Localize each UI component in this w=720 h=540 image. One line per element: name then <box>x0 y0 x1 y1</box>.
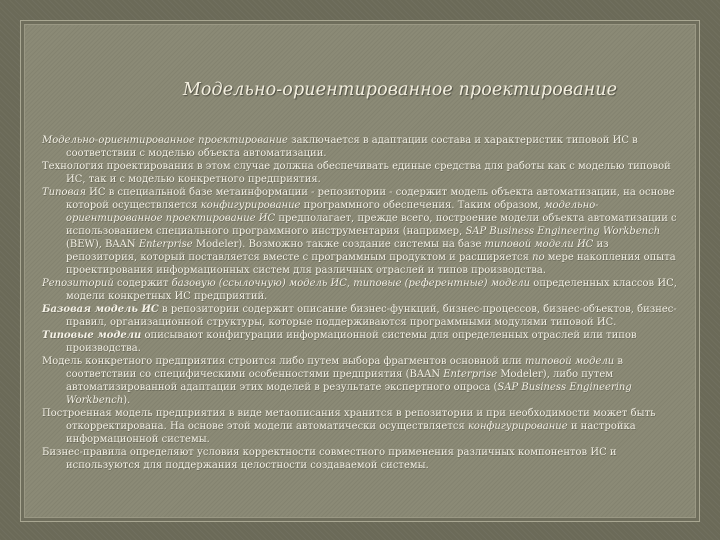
emphasis-text: конфигурирование <box>467 421 568 432</box>
body-text: определенных классов ИС, модели конкретных ИС предприятий. <box>66 278 677 302</box>
emphasis-text: типовой модели ИС <box>484 239 594 250</box>
paragraph <box>42 277 682 303</box>
paragraph <box>42 134 682 160</box>
body-text: и настройка информационной системы. <box>66 421 636 445</box>
body-text: заключается в адаптации состава и характеристик типовой ИС в соответствии с моделью объекта автоматизации. <box>66 135 638 159</box>
emphasis-text: базовую (ссылочную) модель ИС, типовые (референтные) модели <box>171 278 531 289</box>
emphasis-text: Типовые модели <box>42 330 142 341</box>
paragraph <box>42 329 682 355</box>
paragraph <box>42 355 682 407</box>
emphasis-text: конфигурирование <box>200 200 301 211</box>
emphasis-text: SAP Business Engineering Workbench <box>465 226 661 237</box>
emphasis-text: модельно-ориентированное проектирование ИС <box>66 200 599 224</box>
body-text: в репозитории содержит описание бизнес-функций, бизнес-процессов, бизнес-объектов, бизнес-правил, организационной структуры, которые поддерживаются программными модулями типовой ИС. <box>66 304 677 328</box>
body-text: Технология проектирования в этом случае должна обеспечивать единые средства для работы как с моделью типовой ИС, так и с моделью конкретного предприятия. <box>42 161 671 185</box>
emphasis-text: типовой модели <box>525 356 615 367</box>
emphasis-text: Типовая <box>42 187 86 198</box>
paragraph <box>42 303 682 329</box>
body-text: программного обеспечения. Таким образом, <box>300 200 545 211</box>
body-text: (BEW), BAAN <box>66 239 139 250</box>
emphasis-text: Репозиторий <box>42 278 114 289</box>
slide-title: Модельно-ориентированное проектирование <box>182 80 618 100</box>
body-text: Модель конкретного предприятия строится либо путем выбора фрагментов основной или <box>42 356 526 367</box>
body-text: в соответствии со специфическими особенностями предприятия (BAAN <box>66 356 624 380</box>
emphasis-text: по <box>532 252 545 263</box>
body-text: ИС в специальной базе метаинформации - репозитории - содержит модель объекта автоматизации, на основе которой осуществляется <box>66 187 675 211</box>
body-text: Построенная модель предприятия в виде метаописания хранится в репозитории и при необходимости может быть откорректирована. На основе этой модели автоматически осуществляется <box>42 408 656 432</box>
body-text: описывают конфигурации информационной системы для определенных отраслей или типов производства. <box>66 330 637 354</box>
body-text: содержит <box>113 278 172 289</box>
paragraph <box>42 446 682 472</box>
body-text: мере накопления опыта проектирования информационных систем для различных отраслей и типов производства. <box>66 252 676 276</box>
emphasis-text: Базовая модель ИС <box>42 304 159 315</box>
paragraph <box>42 160 682 186</box>
emphasis-text: Enterprise <box>443 369 498 380</box>
paragraph <box>42 186 682 277</box>
body-text: из репозитория, который поставляется вместе с программным продуктом и расширяется <box>66 239 609 263</box>
body-text: Modeler). Возможно также создание системы на базе <box>192 239 485 250</box>
body-text: Modeler), либо путем автоматизированной адаптации этих моделей в результате экспертного опроса ( <box>66 369 614 393</box>
body-text: предполагает, прежде всего, построение модели объекта автоматизации с использованием специального программного инструментария (например, <box>66 213 677 237</box>
slide-body <box>42 134 682 472</box>
body-text: Бизнес-правила определяют условия корректности совместного применения различных компонентов ИС и используются для поддержания целостности создаваемой системы. <box>42 447 617 471</box>
paragraph <box>42 407 682 446</box>
emphasis-text: SAP Business Engineering Workbench <box>66 382 632 406</box>
body-text: ). <box>123 395 131 406</box>
emphasis-text: Модельно-ориентированное проектирование <box>42 135 288 146</box>
emphasis-text: Enterprise <box>138 239 193 250</box>
